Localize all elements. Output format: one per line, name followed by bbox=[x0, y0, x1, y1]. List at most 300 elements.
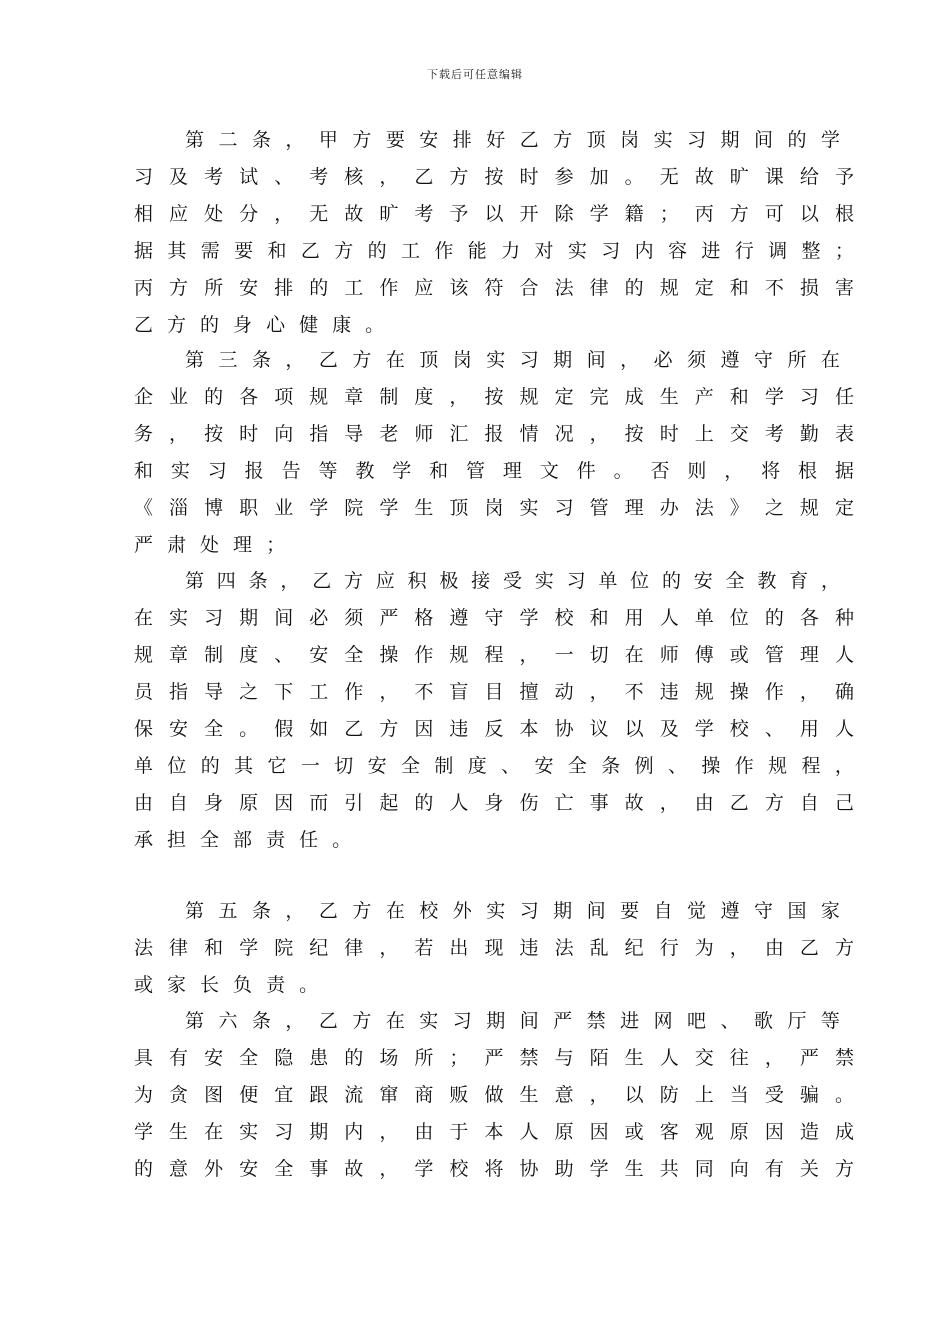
text-char: 保 bbox=[134, 717, 154, 740]
text-char: 排 bbox=[452, 128, 472, 151]
text-line bbox=[134, 529, 854, 557]
text-char: 操 bbox=[701, 754, 721, 777]
text-char: 。 bbox=[834, 1083, 854, 1106]
text-char: 工 bbox=[401, 239, 421, 262]
text-char: 积 bbox=[407, 569, 427, 592]
text-char: 和 bbox=[134, 459, 154, 482]
text-char: ， bbox=[449, 385, 469, 408]
text-char: 制 bbox=[204, 643, 224, 666]
text-char: 上 bbox=[694, 1083, 714, 1106]
text-char: 实 bbox=[567, 239, 587, 262]
text-char: 院 bbox=[274, 936, 294, 959]
text-char: 校 bbox=[554, 606, 574, 629]
text-line bbox=[134, 492, 854, 520]
text-char: 时 bbox=[239, 422, 259, 445]
text-char: 严 bbox=[134, 533, 154, 556]
text-char: 导 bbox=[344, 422, 364, 445]
text-char: 旷 bbox=[729, 165, 749, 188]
text-char: 起 bbox=[379, 791, 399, 814]
text-char: 现 bbox=[484, 936, 504, 959]
text-char: 职 bbox=[239, 496, 259, 519]
text-char: 学 bbox=[309, 496, 329, 519]
text-char: 勤 bbox=[799, 422, 819, 445]
text-char: 乙 bbox=[729, 791, 749, 814]
text-char: 要 bbox=[385, 128, 405, 151]
text-char: 安 bbox=[169, 717, 189, 740]
text-char: 成 bbox=[624, 385, 644, 408]
text-line bbox=[134, 787, 854, 815]
text-char: ， bbox=[729, 936, 749, 959]
text-char: 第 bbox=[185, 1009, 205, 1032]
text-char: 因 bbox=[414, 717, 434, 740]
text-char: ， bbox=[285, 348, 305, 371]
text-char: 安 bbox=[239, 1157, 259, 1180]
text-char: 学 bbox=[392, 459, 412, 482]
text-char: 教 bbox=[355, 459, 375, 482]
text-char: 人 bbox=[834, 717, 854, 740]
text-char: 人 bbox=[519, 1120, 539, 1143]
text-char: 实 bbox=[519, 496, 539, 519]
text-char: 亡 bbox=[554, 791, 574, 814]
text-char: 习 bbox=[274, 1120, 294, 1143]
text-char: 方 bbox=[834, 1157, 854, 1180]
text-char: 生 bbox=[519, 1083, 539, 1106]
text-char: 方 bbox=[553, 128, 573, 151]
text-char: 岗 bbox=[452, 348, 472, 371]
text-char: 和 bbox=[729, 276, 749, 299]
text-char: ， bbox=[379, 165, 399, 188]
text-char: 作 bbox=[764, 680, 784, 703]
text-line bbox=[134, 1153, 854, 1181]
text-char: 和 bbox=[429, 459, 449, 482]
text-char: ， bbox=[379, 1157, 399, 1180]
text-char: 律 bbox=[169, 936, 189, 959]
text-char: 位 bbox=[729, 606, 749, 629]
text-char: 工 bbox=[309, 680, 329, 703]
text-char: 单 bbox=[694, 606, 714, 629]
text-char: 原 bbox=[554, 1120, 574, 1143]
text-line bbox=[134, 750, 854, 778]
text-char: 等 bbox=[318, 459, 338, 482]
text-char: 文 bbox=[539, 459, 559, 482]
text-char: 习 bbox=[452, 1009, 472, 1032]
text-char: ； bbox=[449, 1046, 469, 1069]
text-char: 因 bbox=[589, 1120, 609, 1143]
text-char: 实 bbox=[486, 348, 506, 371]
text-char: 据 bbox=[834, 459, 854, 482]
text-char: 条 bbox=[601, 754, 621, 777]
text-char: 在 bbox=[385, 1009, 405, 1032]
text-char: 假 bbox=[274, 717, 294, 740]
text-char: 方 bbox=[169, 276, 189, 299]
text-char: 理 bbox=[502, 459, 522, 482]
text-char: 家 bbox=[167, 973, 187, 996]
text-char: 程 bbox=[801, 754, 821, 777]
text-char: 进 bbox=[620, 1009, 640, 1032]
text-char: 核 bbox=[344, 165, 364, 188]
text-char: 位 bbox=[167, 754, 187, 777]
text-char: 符 bbox=[484, 276, 504, 299]
text-char: 习 bbox=[519, 348, 539, 371]
text-char: 乙 bbox=[134, 313, 154, 336]
text-char: ， bbox=[589, 1083, 609, 1106]
text-line bbox=[134, 676, 854, 704]
text-char: 患 bbox=[309, 1046, 329, 1069]
text-char: 内 bbox=[344, 1120, 364, 1143]
text-char: 造 bbox=[799, 1120, 819, 1143]
text-char: 调 bbox=[768, 239, 788, 262]
text-char: 害 bbox=[834, 276, 854, 299]
text-char: 作 bbox=[379, 276, 399, 299]
text-char: 方 bbox=[834, 936, 854, 959]
text-char: 觉 bbox=[687, 899, 707, 922]
text-line bbox=[134, 272, 854, 300]
text-line bbox=[134, 1079, 854, 1107]
text-char: 应 bbox=[414, 276, 434, 299]
text-char: 操 bbox=[729, 680, 749, 703]
text-line bbox=[134, 824, 854, 852]
text-char: 乙 bbox=[300, 239, 320, 262]
text-char: 违 bbox=[659, 680, 679, 703]
text-char: 如 bbox=[309, 717, 329, 740]
text-char: 按 bbox=[484, 385, 504, 408]
text-char: 间 bbox=[753, 128, 773, 151]
text-char: 方 bbox=[449, 165, 469, 188]
text-char: 傅 bbox=[694, 643, 714, 666]
text-char: 的 bbox=[367, 239, 387, 262]
text-char: 和 bbox=[589, 606, 609, 629]
text-line bbox=[134, 713, 854, 741]
text-char: 《 bbox=[134, 496, 154, 519]
text-char: 为 bbox=[134, 1083, 154, 1106]
text-char: ； bbox=[659, 202, 679, 225]
text-char: 往 bbox=[729, 1046, 749, 1069]
text-char: 客 bbox=[659, 1120, 679, 1143]
text-char: 期 bbox=[553, 348, 573, 371]
text-char: 例 bbox=[634, 754, 654, 777]
text-char: 顶 bbox=[449, 496, 469, 519]
text-char: 方 bbox=[729, 202, 749, 225]
text-char: 教 bbox=[757, 569, 777, 592]
text-char: 流 bbox=[344, 1083, 364, 1106]
text-char: 务 bbox=[134, 422, 154, 445]
text-char: 安 bbox=[239, 276, 259, 299]
text-char: 习 bbox=[134, 165, 154, 188]
text-char: 考 bbox=[204, 165, 224, 188]
text-char: 的 bbox=[200, 754, 220, 777]
text-char: 责 bbox=[266, 828, 286, 851]
text-line bbox=[134, 381, 854, 409]
text-char: 分 bbox=[239, 202, 259, 225]
text-char: 它 bbox=[267, 754, 287, 777]
text-char: 单 bbox=[134, 754, 154, 777]
text-char: 习 bbox=[566, 569, 586, 592]
text-char: 同 bbox=[694, 1157, 714, 1180]
text-char: 要 bbox=[620, 899, 640, 922]
text-char: ， bbox=[589, 680, 609, 703]
text-char: 严 bbox=[484, 1046, 504, 1069]
text-char: 告 bbox=[281, 459, 301, 482]
text-char: 肃 bbox=[167, 533, 187, 556]
text-char: 岗 bbox=[620, 128, 640, 151]
text-char: 制 bbox=[434, 754, 454, 777]
text-char: ， bbox=[169, 422, 189, 445]
text-char: 法 bbox=[694, 496, 714, 519]
text-char: 学 bbox=[239, 936, 259, 959]
text-char: 行 bbox=[734, 239, 754, 262]
text-char: 有 bbox=[764, 1157, 784, 1180]
text-char: 遵 bbox=[720, 348, 740, 371]
text-char: 根 bbox=[798, 459, 818, 482]
text-char: 。 bbox=[365, 313, 385, 336]
text-char: 员 bbox=[134, 680, 154, 703]
text-char: 五 bbox=[218, 899, 238, 922]
text-char: ， bbox=[764, 1046, 784, 1069]
text-char: 之 bbox=[764, 496, 784, 519]
text-char: 第 bbox=[185, 348, 205, 371]
text-char: 目 bbox=[484, 680, 504, 703]
text-char: ， bbox=[620, 348, 640, 371]
text-char: 学 bbox=[589, 202, 609, 225]
text-char: 纪 bbox=[624, 936, 644, 959]
text-char: 作 bbox=[414, 643, 434, 666]
text-char: 禁 bbox=[519, 1046, 539, 1069]
text-char: 校 bbox=[419, 899, 439, 922]
text-char: 各 bbox=[799, 606, 819, 629]
text-char: 以 bbox=[624, 1083, 644, 1106]
text-char: 观 bbox=[694, 1120, 714, 1143]
text-char: 其 bbox=[234, 754, 254, 777]
text-char: 安 bbox=[204, 1046, 224, 1069]
text-char: 无 bbox=[659, 165, 679, 188]
text-char: 向 bbox=[729, 1157, 749, 1180]
text-char: 该 bbox=[449, 276, 469, 299]
text-char: 的 bbox=[764, 606, 784, 629]
text-char: 对 bbox=[534, 239, 554, 262]
text-char: 师 bbox=[659, 643, 679, 666]
text-char: 受 bbox=[502, 569, 522, 592]
text-char: 出 bbox=[449, 936, 469, 959]
text-char: 严 bbox=[553, 1009, 573, 1032]
text-char: ， bbox=[379, 680, 399, 703]
text-char: 况 bbox=[554, 422, 574, 445]
text-char: 接 bbox=[471, 569, 491, 592]
text-char: 方 bbox=[334, 239, 354, 262]
text-char: 骗 bbox=[799, 1083, 819, 1106]
text-char: 遵 bbox=[720, 899, 740, 922]
text-char: 予 bbox=[449, 202, 469, 225]
text-char: 所 bbox=[414, 1046, 434, 1069]
text-char: 乙 bbox=[312, 569, 332, 592]
text-char: 外 bbox=[452, 899, 472, 922]
text-char: 遵 bbox=[449, 606, 469, 629]
text-char: 自 bbox=[799, 791, 819, 814]
text-char: 丙 bbox=[134, 276, 154, 299]
text-char: 厅 bbox=[787, 1009, 807, 1032]
text-char: 条 bbox=[251, 899, 271, 922]
text-char: 身 bbox=[233, 313, 253, 336]
text-char: 在 bbox=[385, 348, 405, 371]
text-char: ， bbox=[379, 936, 399, 959]
text-char: 业 bbox=[169, 385, 189, 408]
text-char: 位 bbox=[630, 569, 650, 592]
text-char: 家 bbox=[820, 899, 840, 922]
text-char: 一 bbox=[554, 643, 574, 666]
text-char: 违 bbox=[449, 717, 469, 740]
text-char: 康 bbox=[332, 313, 352, 336]
text-char: 的 bbox=[200, 313, 220, 336]
text-line bbox=[134, 1116, 854, 1144]
text-char: 守 bbox=[753, 899, 773, 922]
text-char: 老 bbox=[379, 422, 399, 445]
text-char: 岗 bbox=[484, 496, 504, 519]
text-char: 实 bbox=[419, 1009, 439, 1032]
text-char: 条 bbox=[251, 348, 271, 371]
text-line bbox=[134, 602, 854, 630]
text-char: 有 bbox=[169, 1046, 189, 1069]
text-char: 试 bbox=[239, 165, 259, 188]
text-char: 实 bbox=[169, 606, 189, 629]
text-char: 全 bbox=[344, 643, 364, 666]
text-char: 规 bbox=[449, 643, 469, 666]
text-char: 业 bbox=[274, 496, 294, 519]
text-char: 应 bbox=[169, 202, 189, 225]
text-char: 、 bbox=[764, 717, 784, 740]
text-char: 定 bbox=[834, 496, 854, 519]
text-char: 整 bbox=[801, 239, 821, 262]
text-char: 以 bbox=[624, 717, 644, 740]
text-char: 方 bbox=[343, 569, 363, 592]
text-char: 的 bbox=[661, 569, 681, 592]
text-char: 事 bbox=[589, 791, 609, 814]
text-char: 根 bbox=[834, 202, 854, 225]
text-char: 、 bbox=[274, 165, 294, 188]
text-char: 擅 bbox=[519, 680, 539, 703]
text-char: 原 bbox=[239, 791, 259, 814]
text-char: 自 bbox=[653, 899, 673, 922]
text-char: 吧 bbox=[687, 1009, 707, 1032]
text-char: 担 bbox=[167, 828, 187, 851]
text-char: 人 bbox=[834, 643, 854, 666]
text-char: 间 bbox=[586, 899, 606, 922]
text-char: 和 bbox=[267, 239, 287, 262]
text-char: 的 bbox=[624, 276, 644, 299]
text-char: 力 bbox=[501, 239, 521, 262]
text-char: 期 bbox=[486, 1009, 506, 1032]
text-char: 承 bbox=[134, 828, 154, 851]
text-char: 生 bbox=[169, 1120, 189, 1143]
text-char: 制 bbox=[379, 385, 399, 408]
text-char: 处 bbox=[204, 202, 224, 225]
text-char: ， bbox=[834, 754, 854, 777]
text-char: 由 bbox=[414, 1120, 434, 1143]
text-char: ， bbox=[659, 791, 679, 814]
text-char: 任 bbox=[834, 385, 854, 408]
text-char: 条 bbox=[251, 1009, 271, 1032]
text-char: 负 bbox=[233, 973, 253, 996]
text-char: 违 bbox=[519, 936, 539, 959]
text-char: 伤 bbox=[519, 791, 539, 814]
text-char: 期 bbox=[553, 899, 573, 922]
text-char: 由 bbox=[134, 791, 154, 814]
text-char: 人 bbox=[659, 606, 679, 629]
text-line bbox=[185, 565, 840, 593]
text-char: 便 bbox=[239, 1083, 259, 1106]
text-char: 交 bbox=[694, 1046, 714, 1069]
text-char: 完 bbox=[589, 385, 609, 408]
text-char: 指 bbox=[309, 422, 329, 445]
text-char: 因 bbox=[764, 1120, 784, 1143]
text-char: 学 bbox=[414, 1157, 434, 1180]
text-char: 不 bbox=[624, 680, 644, 703]
text-char: 在 bbox=[134, 606, 154, 629]
text-char: 须 bbox=[344, 606, 364, 629]
text-char: 必 bbox=[653, 348, 673, 371]
text-char: 场 bbox=[379, 1046, 399, 1069]
text-char: 淄 bbox=[169, 496, 189, 519]
text-char: 禁 bbox=[586, 1009, 606, 1032]
text-char: 心 bbox=[266, 313, 286, 336]
text-char: 及 bbox=[169, 165, 189, 188]
text-char: 意 bbox=[169, 1157, 189, 1180]
text-char: 任 bbox=[299, 828, 319, 851]
text-line bbox=[134, 969, 854, 997]
text-char: 商 bbox=[414, 1083, 434, 1106]
text-char: 课 bbox=[764, 165, 784, 188]
text-char: 件 bbox=[576, 459, 596, 482]
text-char: 学 bbox=[820, 128, 840, 151]
text-char: 外 bbox=[204, 1157, 224, 1180]
text-char: 参 bbox=[554, 165, 574, 188]
text-char: 管 bbox=[589, 496, 609, 519]
text-char: 及 bbox=[659, 717, 679, 740]
text-line bbox=[185, 344, 840, 372]
text-char: 全 bbox=[401, 754, 421, 777]
text-char: 和 bbox=[729, 385, 749, 408]
text-char: 规 bbox=[659, 276, 679, 299]
text-char: 第 bbox=[185, 128, 205, 151]
text-char: 校 bbox=[449, 1157, 469, 1180]
text-char: 人 bbox=[659, 1046, 679, 1069]
text-char: 规 bbox=[799, 496, 819, 519]
text-char: 下 bbox=[274, 680, 294, 703]
text-char: 宜 bbox=[274, 1083, 294, 1106]
text-char: 理 bbox=[799, 643, 819, 666]
text-char: 安 bbox=[693, 569, 713, 592]
text-char: 报 bbox=[244, 459, 264, 482]
text-char: 律 bbox=[344, 936, 364, 959]
text-char: 隐 bbox=[274, 1046, 294, 1069]
text-char: ， bbox=[285, 899, 305, 922]
text-char: 项 bbox=[274, 385, 294, 408]
text-char: 各 bbox=[239, 385, 259, 408]
text-char: 时 bbox=[659, 422, 679, 445]
text-char: 实 bbox=[653, 128, 673, 151]
text-char: 作 bbox=[734, 754, 754, 777]
text-char: ， bbox=[724, 459, 744, 482]
text-char: 实 bbox=[170, 459, 190, 482]
text-char: 度 bbox=[467, 754, 487, 777]
text-char: 顶 bbox=[419, 348, 439, 371]
text-line bbox=[185, 124, 840, 152]
text-char: 事 bbox=[309, 1157, 329, 1180]
text-char: 学 bbox=[764, 385, 784, 408]
text-char: 情 bbox=[519, 422, 539, 445]
text-char: 合 bbox=[519, 276, 539, 299]
text-char: 、 bbox=[274, 643, 294, 666]
text-char: 乙 bbox=[318, 348, 338, 371]
text-char: 切 bbox=[589, 643, 609, 666]
